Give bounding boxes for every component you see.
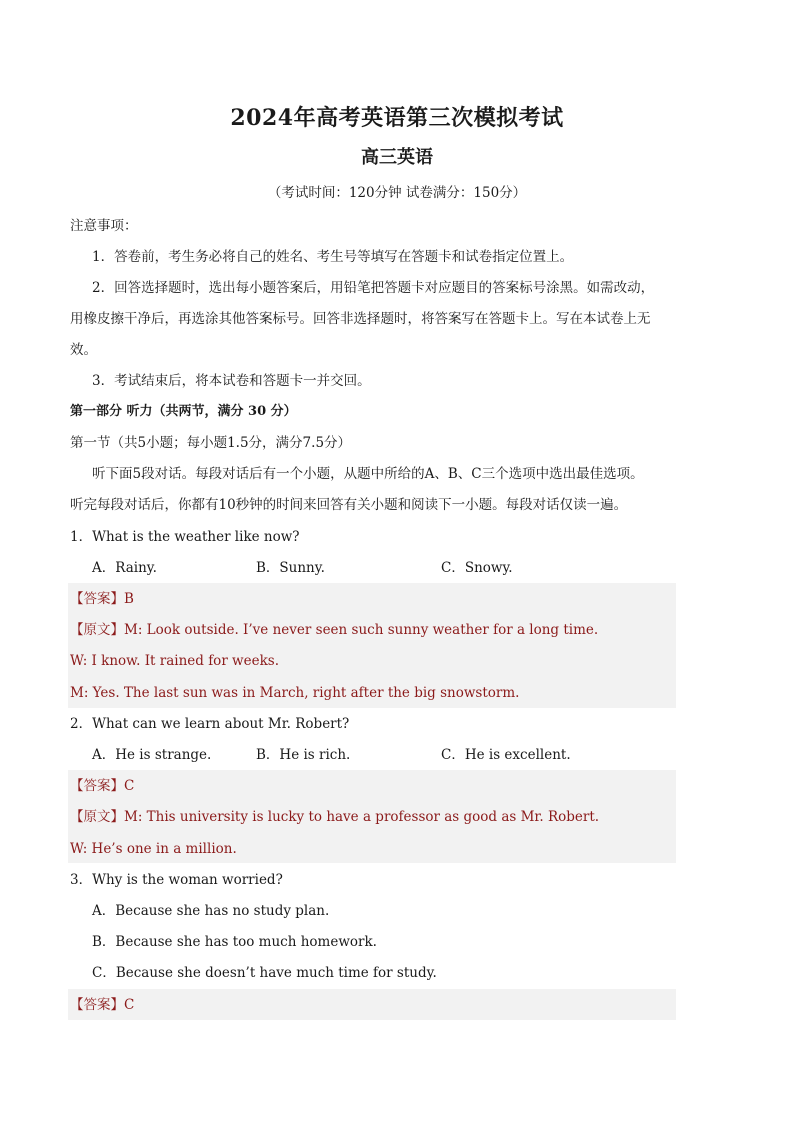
question-2-transcript-line-1: 【原文】M: This university is lucky to have a professor as good as Mr. Robert. [70, 809, 600, 825]
question-1-option-c: C．Snowy. [441, 560, 513, 576]
listening-instructions-line-2: 听完每段对话后，你都有10秒钟的时间来回答有关小题和阅读下一小题。每段对话仅读一遍。 [70, 497, 628, 513]
exam-subtitle: 高三英语 [361, 147, 433, 168]
question-2-stem: 2．What can we learn about Mr. Robert? [70, 716, 350, 732]
question-3-answer: 【答案】C [70, 997, 135, 1013]
question-2-answer: 【答案】C [70, 778, 135, 794]
question-1-option-b: B．Sunny. [256, 560, 325, 576]
section1-heading: 第一节（共5小题；每小题1.5分，满分7.5分） [70, 435, 352, 451]
question-1-stem: 1．What is the weather like now? [70, 529, 300, 545]
note-item-2-line-2: 用橡皮擦干净后，再选涂其他答案标号。回答非选择题时，将答案写在答题卡上。写在本试卷上无 [70, 311, 651, 327]
part1-heading: 第一部分 听力（共两节，满分 30 分） [70, 404, 297, 419]
question-3-option-b: B．Because she has too much homework. [92, 934, 377, 950]
note-item-3: 3．考试结束后，将本试卷和答题卡一并交回。 [92, 373, 371, 389]
question-1-transcript-line-3: M: Yes. The last sun was in March, right after the big snowstorm. [70, 685, 520, 701]
question-1-transcript-line-2: W: I know. It rained for weeks. [70, 653, 279, 669]
question-3-option-c: C．Because she doesn’t have much time for study. [92, 965, 437, 981]
question-2-transcript-line-2: W: He’s one in a million. [70, 841, 237, 857]
question-2-option-c: C．He is excellent. [441, 747, 571, 763]
question-1-answer: 【答案】B [70, 591, 134, 607]
note-item-2-line-1: 2．回答选择题时，选出每小题答案后，用铅笔把答题卡对应题目的答案标号涂黑。如需改动， [92, 280, 655, 296]
listening-instructions-line-1: 听下面5段对话。每段对话后有一个小题，从题中所给的A、B、C三个选项中选出最佳选项。 [92, 466, 644, 482]
question-2-option-a: A．He is strange. [92, 747, 212, 763]
notes-heading: 注意事项： [70, 218, 138, 234]
question-2-option-b: B．He is rich. [256, 747, 351, 763]
question-1-option-a: A．Rainy. [92, 560, 157, 576]
question-3-option-a: A．Because she has no study plan. [92, 903, 330, 919]
note-item-1: 1．答卷前，考生务必将自己的姓名、考生号等填写在答题卡和试卷指定位置上。 [92, 249, 574, 265]
note-item-2-line-3: 效。 [70, 342, 97, 358]
question-1-transcript-line-1: 【原文】M: Look outside. I’ve never seen such sunny weather for a long time. [70, 622, 599, 638]
exam-time-info: （考试时间：120分钟 试卷满分：150分） [267, 185, 527, 201]
exam-title: 2024年高考英语第三次模拟考试 [230, 105, 564, 131]
question-3-stem: 3．Why is the woman worried? [70, 872, 283, 888]
